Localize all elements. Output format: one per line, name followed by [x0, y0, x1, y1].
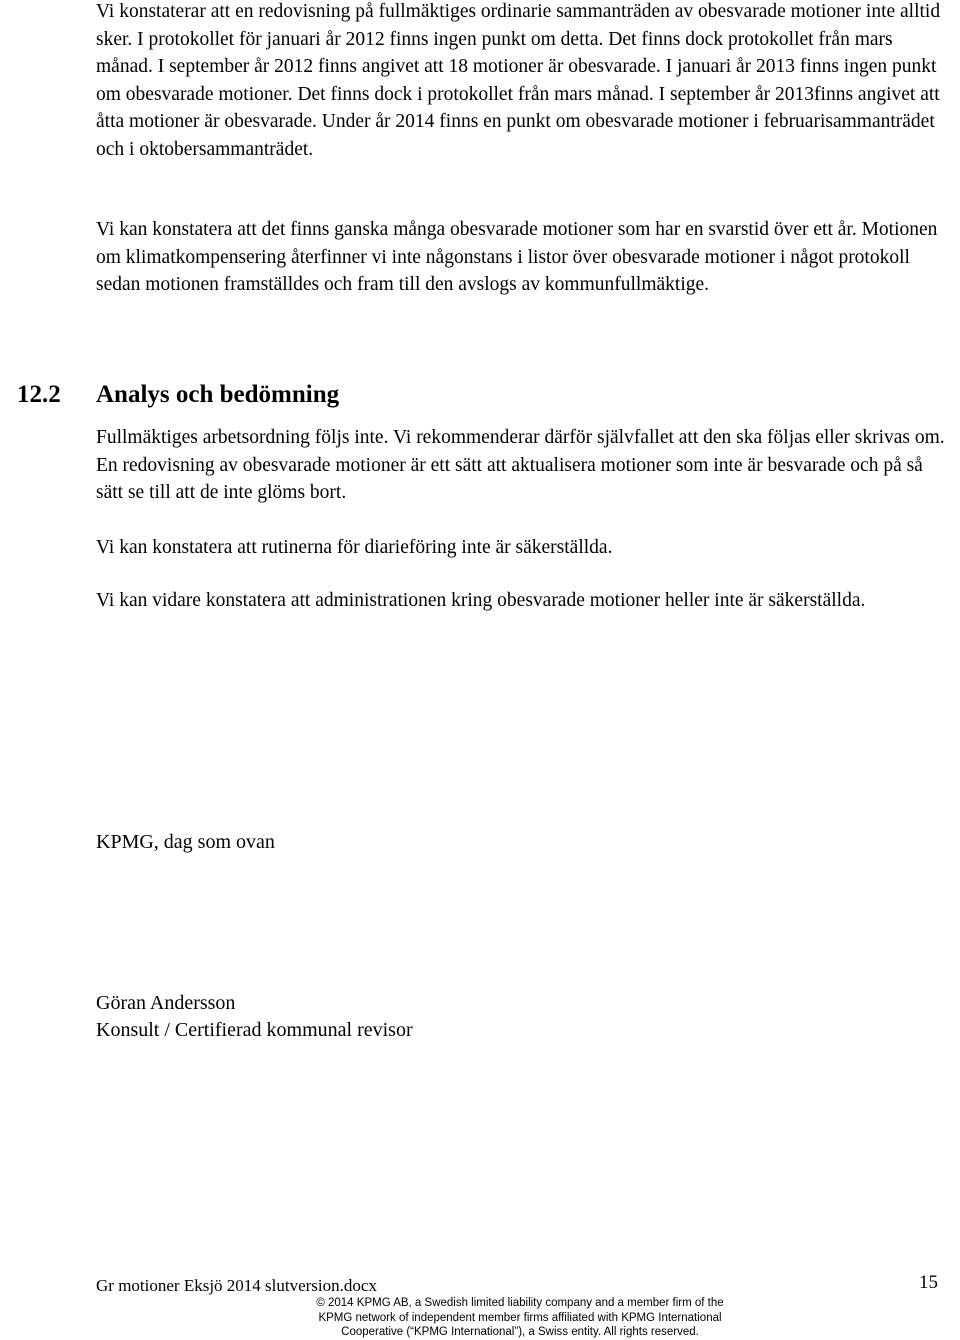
footer-copyright-line: Cooperative (“KPMG International”), a Swiss entity. All rights reserved. — [341, 1326, 699, 1338]
paragraph-administration: Vi kan vidare konstatera att administrationen kring obesvarade motioner heller inte är säkerställda. — [96, 590, 866, 611]
paragraph-arbetsordning: Fullmäktiges arbetsordning följs inte. Vi rekommenderar därför självfallet att den ska följas eller skrivas om. En redovisning av obesvarade motioner är ett sätt att aktualisera motioner som inte är besvarade och på så sätt se till att de inte glöms bort. — [96, 427, 945, 503]
paragraph-redovisning: Vi konstaterar att en redovisning på fullmäktiges ordinarie sammanträden av obesvarade motioner inte alltid sker. I protokollet för januari år 2012 finns ingen punkt om detta. Det finns dock protokollet från mars månad. I september år 2012 finns angivet att 18 motioner är obesvarade. I januari år 2013 finns ingen punkt om obesvarade motioner. Det finns dock i protokollet från mars månad. I september år 2013finns angivet att åtta motioner är obesvarade. Under år 2014 finns en punkt om obesvarade motioner i februarisammanträdet och i oktobersammanträdet. — [96, 1, 941, 160]
signature-closing: KPMG, dag som ovan — [96, 831, 275, 853]
signature-name: Göran Andersson — [96, 992, 236, 1014]
paragraph-diarieforing: Vi kan konstatera att rutinerna för diarieföring inte är säkerställda. — [96, 537, 613, 558]
footer-copyright-line: © 2014 KPMG AB, a Swedish limited liability company and a member firm of the — [316, 1297, 724, 1309]
section-heading: 12.2 Analys och bedömning — [17, 381, 340, 408]
footer-page-number: 15 — [919, 1272, 938, 1293]
paragraph-obesvarade-motioner: Vi kan konstatera att det finns ganska många obesvarade motioner som har en svarstid över ett år. Motionen om klimatkompensering återfinner vi inte någonstans i listor över obesvarade motioner i något protokoll sedan motionen framställdes och fram till den avslogs av kommunfullmäktige. — [96, 219, 938, 295]
signature-title: Konsult / Certifierad kommunal revisor — [96, 1019, 413, 1041]
section-title: Analys och bedömning — [96, 381, 340, 408]
footer-copyright-line: KPMG network of independent member firms affiliated with KPMG International — [318, 1311, 722, 1324]
footer-filename: Gr motioner Eksjö 2014 slutversion.docx — [96, 1276, 377, 1295]
footer-copyright — [0, 1296, 960, 1340]
